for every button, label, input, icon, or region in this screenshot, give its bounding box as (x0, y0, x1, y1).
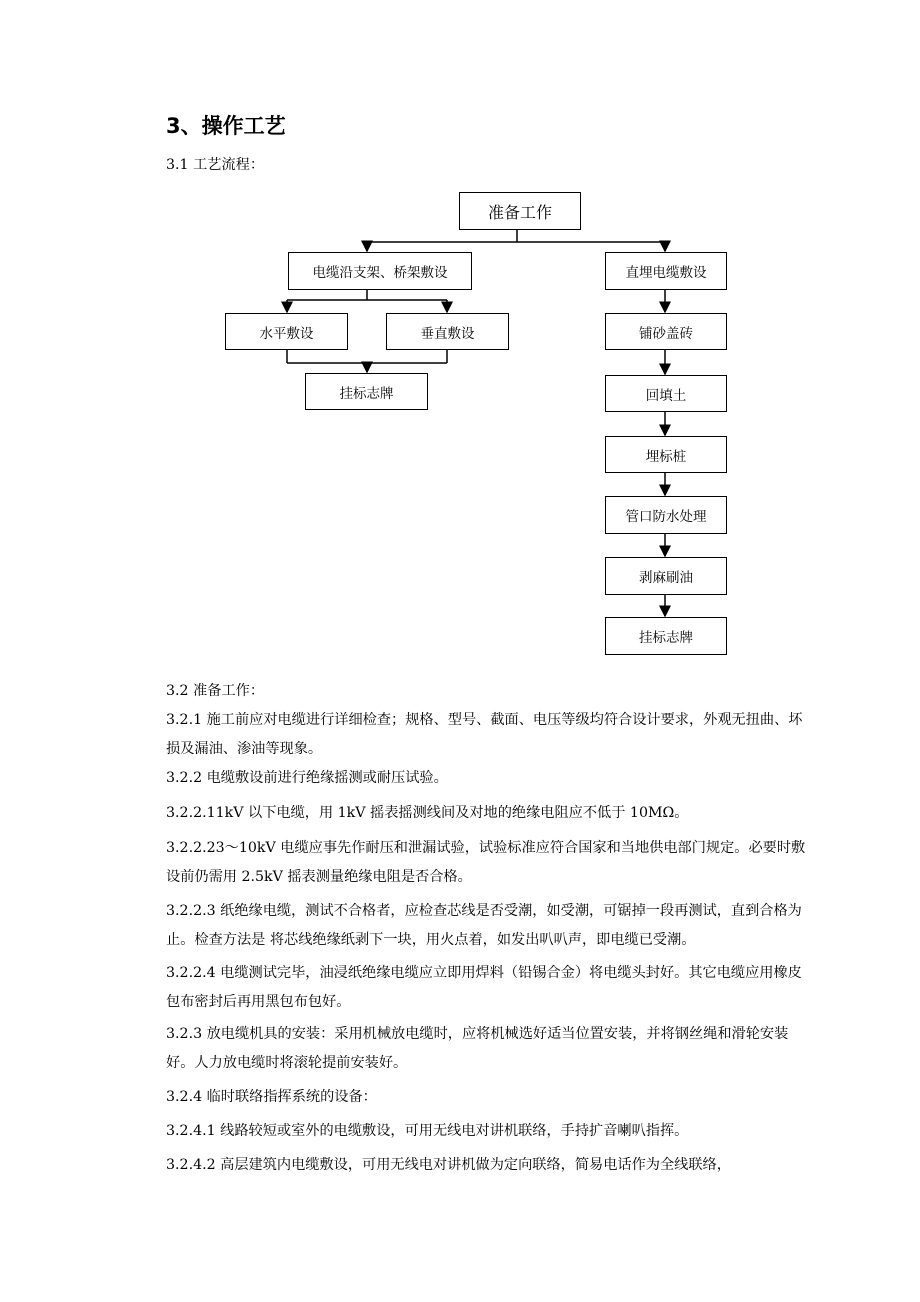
paragraph-text: 3.2.3 放电缆机具的安装：采用机械放电缆时，应将机械选好适当位置安装，并将钢丝绳和滑轮安装好。人力放电缆时将滚轮提前安装好。 (166, 1026, 789, 1071)
paragraph-text: 3.2.1 施工前应对电缆进行详细检查；规格、型号、截面、电压等级均符合设计要求，外观无扭曲、坏损及漏油、渗油等现象。 (166, 712, 803, 757)
paragraph (132, 764, 815, 793)
paragraph-text: 3.2.4 临时联络指挥系统的设备： (166, 1089, 377, 1105)
paragraph (132, 706, 815, 764)
flow-box-right-step-1: 直埋电缆敷设 (605, 252, 727, 290)
prep-heading: 3.2 准备工作： (166, 683, 265, 699)
flow-box-right-step-7: 挂标志牌 (605, 617, 727, 655)
paragraph (132, 897, 815, 955)
paragraph (132, 834, 815, 892)
flow-box-left-title: 电缆沿支架、桥架敷设 (288, 252, 472, 290)
paragraph (132, 1083, 815, 1112)
flow-box-start: 准备工作 (459, 192, 581, 230)
flow-box-right-step-6: 剥麻刷油 (605, 557, 727, 595)
flow-box-right-step-4: 埋标桩 (605, 436, 727, 473)
paragraph (132, 1020, 815, 1078)
flow-box-right-step-2: 铺砂盖砖 (605, 313, 727, 350)
paragraph (132, 1151, 815, 1180)
flow-heading: 3.1 工艺流程： (166, 157, 265, 173)
paragraph (132, 1117, 815, 1146)
flow-box-horizontal: 水平敷设 (225, 313, 348, 350)
paragraph-text: 3.2.4.1 线路较短或室外的电缆敷设，可用无线电对讲机联络，手持扩音喇叭指挥。 (166, 1123, 689, 1139)
paragraph-text: 3.2.2.11kV 以下电缆，用 1kV 摇表摇测线间及对地的绝缘电阻应不低于 10MΩ。 (166, 805, 689, 821)
paragraph-text: 3.2.2 电缆敷设前进行绝缘摇测或耐压试验。 (166, 770, 448, 786)
paragraph-text: 3.2.2.23～10kV 电缆应事先作耐压和泄漏试验，试验标准应符合国家和当地供电部门规定。必要时敷设前仍需用 2.5kV 摇表测量绝缘电阻是否合格。 (166, 840, 806, 885)
paragraph-text: 3.2.4.2 高层建筑内电缆敷设，可用无线电对讲机做为定向联络，简易电话作为全线联络， (166, 1157, 731, 1173)
flow-box-right-step-3: 回填土 (605, 375, 727, 412)
flow-box-vertical: 垂直敷设 (386, 313, 509, 350)
section-title: 3、操作工艺 (166, 114, 286, 138)
paragraph (132, 959, 815, 1017)
flow-box-left-end: 挂标志牌 (305, 373, 428, 410)
paragraph-text: 3.2.2.3 纸绝缘电缆，测试不合格者，应检查芯线是否受潮，如受潮，可锯掉一段再测试，直到合格为止。检查方法是 将芯线绝缘纸剥下一块，用火点着，如发出叭叭声，即电缆已受潮。 (166, 903, 802, 948)
flow-box-right-step-5: 管口防水处理 (605, 496, 727, 534)
paragraph (132, 799, 815, 828)
paragraph-text: 3.2.2.4 电缆测试完毕，油浸纸绝缘电缆应立即用焊料（铅锡合金）将电缆头封好。其它电缆应用橡皮包布密封后再用黑包布包好。 (166, 965, 802, 1010)
